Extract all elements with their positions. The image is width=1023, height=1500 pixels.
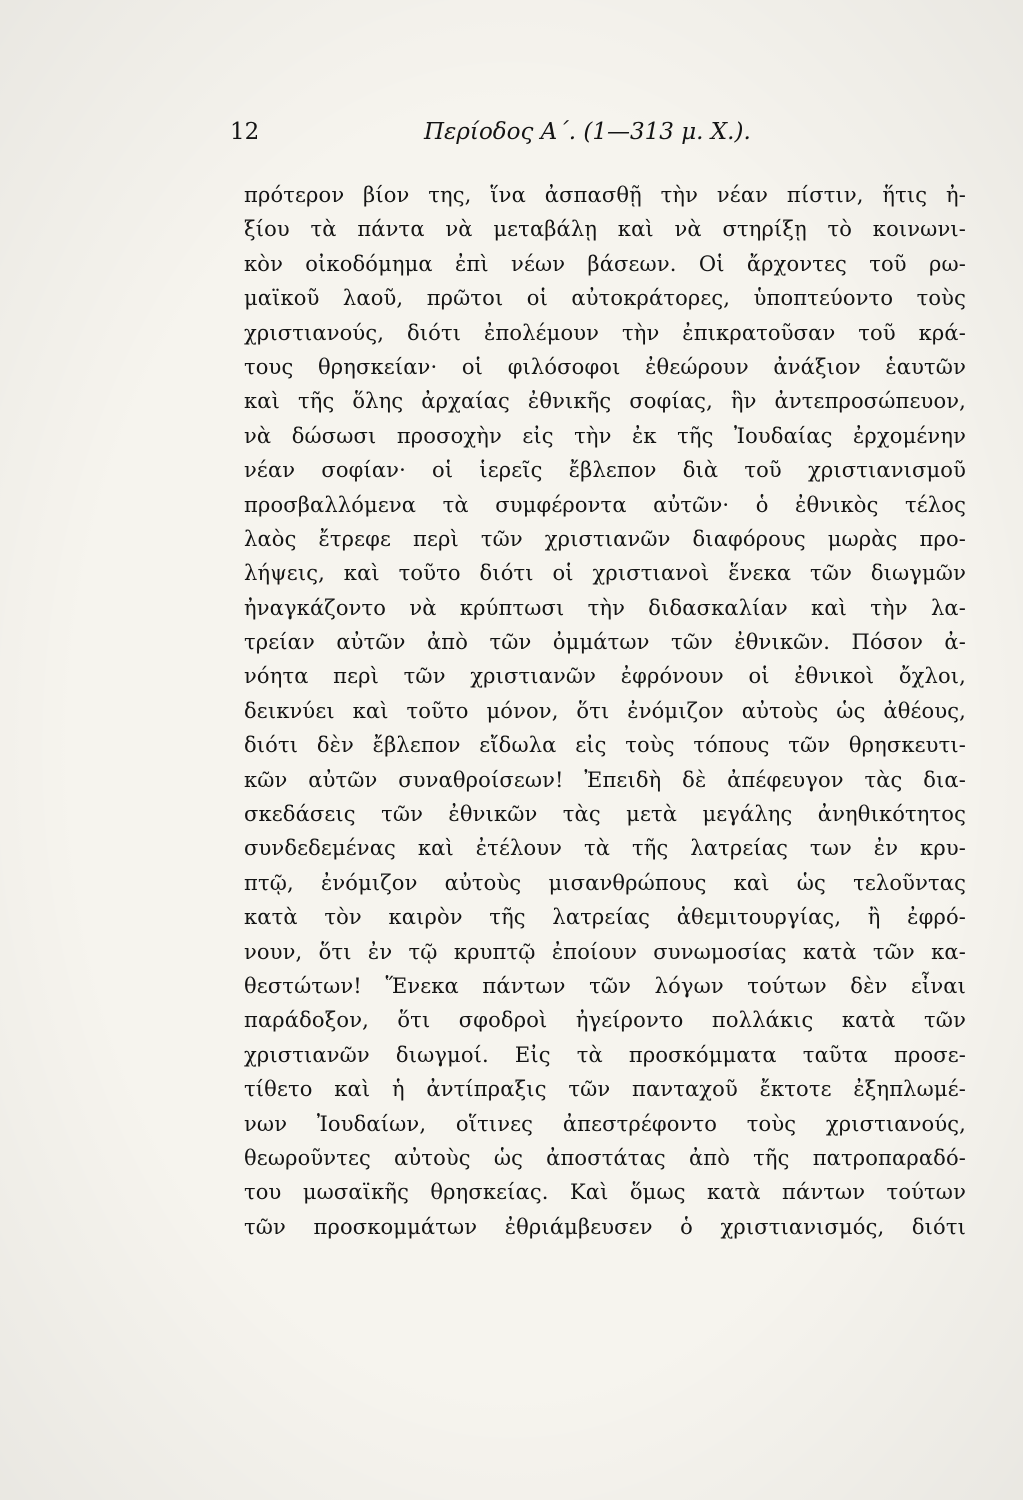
text-line: νὰ δώσωσι προσοχὴν εἰς τὴν ἐκ τῆς Ἰουδαίας ἐρχομένην: [244, 423, 966, 448]
text-line: λαὸς ἔτρεφε περὶ τῶν χριστιανῶν διαφόρους μωρὰς προ-: [244, 526, 966, 551]
text-line: καὶ τῆς ὅλης ἀρχαίας ἐθνικῆς σοφίας, ἣν ἀντεπροσώπευον,: [244, 389, 966, 414]
text-line: κατὰ τὸν καιρὸν τῆς λατρείας ἀθεμιτουργίας, ἢ ἐφρό-: [244, 905, 966, 930]
text-line: θεστώτων! Ἕνεκα πάντων τῶν λόγων τούτων δὲν εἶναι: [244, 973, 966, 998]
text-line: τίθετο καὶ ἡ ἀντίπραξις τῶν πανταχοῦ ἔκτοτε ἐξηπλωμέ-: [244, 1077, 966, 1102]
text-line: κὸν οἰκοδόμημα ἐπὶ νέων βάσεων. Οἱ ἄρχοντες τοῦ ρω-: [244, 251, 966, 276]
text-line: τῶν προσκομμάτων ἐθριάμβευσεν ὁ χριστιανισμός, διότι: [244, 1214, 966, 1239]
text-line: νων Ἰουδαίων, οἵτινες ἀπεστρέφοντο τοὺς χριστιανούς,: [244, 1111, 966, 1136]
page-number: 12: [230, 119, 260, 145]
running-head: Περίοδος Α΄. (1—313 μ. Χ.).: [424, 119, 751, 145]
text-line: νόητα περὶ τῶν χριστιανῶν ἐφρόνουν οἱ ἐθνικοὶ ὄχλοι,: [244, 664, 966, 689]
page-header: [230, 112, 790, 152]
text-line: κῶν αὐτῶν συναθροίσεων! Ἐπειδὴ δὲ ἀπέφευγον τὰς δια-: [244, 767, 966, 792]
text-line: πρότερον βίον της, ἵνα ἀσπασθῇ τὴν νέαν πίστιν, ἥτις ἠ-: [244, 183, 966, 207]
text-line: πτῷ, ἐνόμιζον αὐτοὺς μισανθρώπους καὶ ὡς τελοῦντας: [244, 870, 966, 895]
text-line: νουν, ὅτι ἐν τῷ κρυπτῷ ἐποίουν συνωμοσίας κατὰ τῶν κα-: [244, 939, 966, 964]
text-line: διότι δὲν ἔβλεπον εἴδωλα εἰς τοὺς τόπους τῶν θρησκευτι-: [244, 733, 966, 758]
text-line: τους θρησκείαν· οἱ φιλόσοφοι ἐθεώρουν ἀνάξιον ἑαυτῶν: [244, 354, 966, 379]
text-line: νέαν σοφίαν· οἱ ἱερεῖς ἔβλεπον διὰ τοῦ χριστιανισμοῦ: [244, 458, 966, 483]
text-line: προσβαλλόμενα τὰ συμφέροντα αὐτῶν· ὁ ἐθνικὸς τέλος: [244, 492, 966, 517]
text-line: χριστιανῶν διωγμοί. Εἰς τὰ προσκόμματα ταῦτα προσε-: [244, 1042, 966, 1067]
text-line: σκεδάσεις τῶν ἐθνικῶν τὰς μετὰ μεγάλης ἀνηθικότητος: [244, 802, 966, 827]
text-line: συνδεδεμένας καὶ ἐτέλουν τὰ τῆς λατρείας των ἐν κρυ-: [244, 836, 966, 861]
text-line: θεωροῦντες αὐτοὺς ὡς ἀποστάτας ἀπὸ τῆς πατροπαραδό-: [244, 1145, 966, 1170]
body-text: [244, 178, 966, 1244]
text-line: λήψεις, καὶ τοῦτο διότι οἱ χριστιανοὶ ἕνεκα τῶν διωγμῶν: [244, 561, 966, 586]
text-line: τρείαν αὐτῶν ἀπὸ τῶν ὀμμάτων τῶν ἐθνικῶν. Πόσον ἀ-: [244, 630, 966, 655]
text-line: ξίου τὰ πάντα νὰ μεταβάλῃ καὶ νὰ στηρίξῃ τὸ κοινωνι-: [244, 217, 966, 242]
text-line: μαϊκοῦ λαοῦ, πρῶτοι οἱ αὐτοκράτορες, ὑποπτεύοντο τοὺς: [244, 286, 966, 311]
text-line: δεικνύει καὶ τοῦτο μόνον, ὅτι ἐνόμιζον αὐτοὺς ὡς ἀθέους,: [244, 698, 966, 723]
text-line: ἠναγκάζοντο νὰ κρύπτωσι τὴν διδασκαλίαν καὶ τὴν λα-: [244, 595, 966, 620]
text-line: παράδοξον, ὅτι σφοδροὶ ἠγείροντο πολλάκις κατὰ τῶν: [244, 1008, 966, 1033]
text-line: του μωσαϊκῆς θρησκείας. Καὶ ὅμως κατὰ πάντων τούτων: [244, 1180, 966, 1205]
text-line: χριστιανούς, διότι ἐπολέμουν τὴν ἐπικρατοῦσαν τοῦ κρά-: [244, 320, 966, 345]
